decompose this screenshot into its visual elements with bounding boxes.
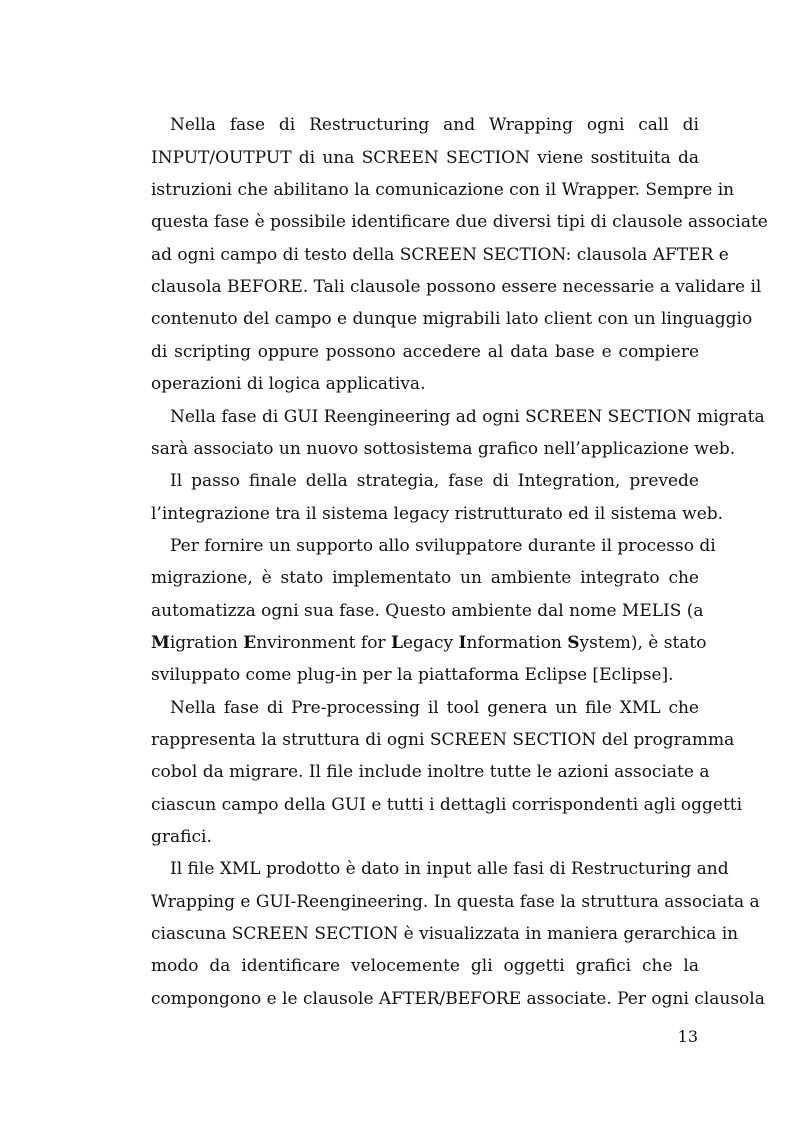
text-line: Nella fase di Restructuring and Wrapping ogni call di — [170, 115, 699, 135]
text-line: l’integrazione tra il sistema legacy ristrutturato ed il sistema web. — [151, 504, 724, 524]
text-line: sviluppato come plug-in per la piattaforma Eclipse [Eclipse]. — [151, 665, 674, 685]
text-line: operazioni di logica applicativa. — [151, 374, 426, 394]
acronym-initial: M — [151, 633, 170, 653]
text-segment: nformation — [466, 633, 568, 653]
text-line: Per fornire un supporto allo sviluppatore durante il processo di — [170, 536, 716, 556]
text-line: INPUT/OUTPUT di una SCREEN SECTION viene sostituita da — [151, 148, 699, 168]
acronym-initial: E — [243, 633, 257, 653]
text-line: Il file XML prodotto è dato in input alle fasi di Restructuring and — [170, 859, 729, 879]
text-line: ciascuna SCREEN SECTION è visualizzata in maniera gerarchica in — [151, 924, 739, 944]
text-line: Nella fase di GUI Reengineering ad ogni SCREEN SECTION migrata — [170, 407, 765, 427]
text-line: contenuto del campo e dunque migrabili lato client con un linguaggio — [151, 309, 753, 329]
text-line: ad ogni campo di testo della SCREEN SECTION: clausola AFTER e — [151, 245, 729, 265]
page-number: 13 — [677, 1027, 698, 1046]
text-line: istruzioni che abilitano la comunicazione con il Wrapper. Sempre in — [151, 180, 735, 200]
text-line: cobol da migrare. Il file include inoltre tutte le azioni associate a — [151, 762, 710, 782]
acronym-initial: S — [567, 633, 580, 653]
text-line: grafici. — [151, 827, 212, 847]
text-segment: egacy — [402, 633, 459, 653]
text-line: questa fase è possibile identificare due diversi tipi di clausole associate — [151, 212, 768, 232]
text-line: Nella fase di Pre-processing il tool genera un file XML che — [170, 698, 699, 718]
text-line: Wrapping e GUI-Reengineering. In questa fase la struttura associata a — [151, 892, 760, 912]
text-line-acronym — [151, 631, 707, 655]
acronym-initial: L — [390, 633, 403, 653]
text-line: clausola BEFORE. Tali clausole possono essere necessarie a validare il — [151, 277, 762, 297]
text-segment: igration — [169, 633, 244, 653]
text-line: sarà associato un nuovo sottosistema grafico nell’applicazione web. — [151, 439, 736, 459]
text-line: Il passo finale della strategia, fase di Integration, prevede — [170, 471, 699, 491]
text-line: ciascun campo della GUI e tutti i dettagli corrispondenti agli oggetti — [151, 795, 743, 815]
text-line: rappresenta la struttura di ogni SCREEN SECTION del programma — [151, 730, 735, 750]
text-line: di scripting oppure possono accedere al data base e compiere — [151, 342, 699, 362]
text-segment: ystem), è stato — [579, 633, 707, 653]
text-line: migrazione, è stato implementato un ambiente integrato che — [151, 568, 699, 588]
text-line: automatizza ogni sua fase. Questo ambiente dal nome MELIS (a — [151, 601, 704, 621]
text-line: compongono e le clausole AFTER/BEFORE associate. Per ogni clausola — [151, 989, 765, 1009]
text-segment: nvironment for — [256, 633, 391, 653]
acronym-initial: I — [458, 633, 467, 653]
text-line: modo da identificare velocemente gli oggetti grafici che la — [151, 956, 699, 976]
